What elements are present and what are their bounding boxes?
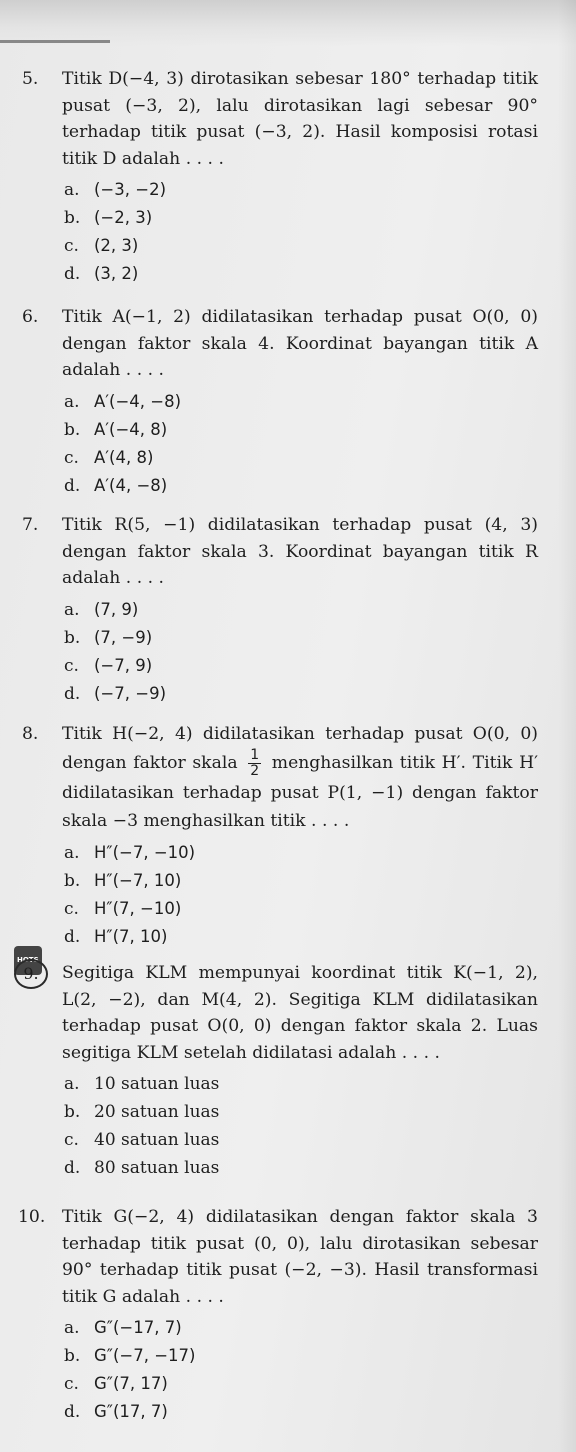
option-letter: b. [64,871,81,891]
option-letter: a. [64,843,80,863]
option-text: (7, 9) [94,599,139,619]
option-text: G″(7, 17) [94,1374,168,1393]
option-text: 40 satuan luas [94,1130,220,1150]
question-5 [0,66,560,288]
question-10 [0,1204,560,1426]
options-list [0,839,560,951]
option-letter: c. [64,1130,79,1150]
question-8 [0,720,560,951]
option-a[interactable] [0,1070,560,1098]
option-text: 20 satuan luas [94,1102,220,1122]
option-text: (7, −9) [94,627,153,647]
option-letter: a. [64,391,80,412]
question-number: 6. [22,307,39,327]
question-stem [0,512,560,592]
option-c[interactable] [0,1370,560,1398]
option-letter: d. [64,475,81,496]
option-letter: a. [64,1318,80,1338]
option-a[interactable] [0,388,560,416]
option-d[interactable] [0,1154,560,1182]
option-text: (−3, −2) [94,180,167,199]
option-text: G″(−17, 7) [94,1318,182,1337]
question-text: Segitiga KLM mempunyai koordinat titik K(−1, 2), L(2, −2), dan M(4, 2). Segitiga KLM didilatasikan terhadap pusat O(0, 0) dengan faktor skala 2. Luas segitiga KLM setelah didilatasi adalah . . . . [62,963,538,1063]
option-b[interactable] [0,1342,560,1370]
option-text: (−7, 9) [94,655,153,675]
option-letter: c. [64,899,79,919]
option-text: (3, 2) [94,264,139,283]
question-text: Titik G(−2, 4) didilatasikan dengan faktor skala 3 terhadap titik pusat (0, 0), lalu dirotasikan sebesar 90° terhadap titik pusat (−2, −3). Hasil transformasi titik G adalah . . . . [62,1207,538,1307]
option-letter: d. [64,1158,81,1178]
question-number: 7. [22,515,39,535]
question-number: 8. [22,724,39,744]
option-text: 10 satuan luas [94,1074,220,1094]
option-letter: b. [64,1102,81,1122]
option-a[interactable] [0,176,560,204]
top-rule [0,40,110,43]
option-letter: d. [64,927,81,947]
question-stem [0,1204,560,1310]
option-a[interactable] [0,1314,560,1342]
question-text-part2: menghasilkan titik H′. Titik H′ didilatasikan terhadap pusat P(1, −1) dengan faktor skala −3 menghasilkan titik . . . . [62,753,538,831]
option-text: G″(17, 7) [94,1402,168,1421]
options-list [0,1314,560,1426]
option-d[interactable] [0,472,560,500]
option-text: A′(4, 8) [94,447,154,467]
fraction-denominator: 2 [250,763,260,779]
option-letter: c. [64,1374,79,1394]
option-text: H″(−7, −10) [94,843,196,862]
option-text: A′(4, −8) [94,475,168,495]
question-number: 5. [22,69,39,89]
option-text: (−2, 3) [94,208,153,227]
option-c[interactable] [0,1126,560,1154]
option-c[interactable] [0,895,560,923]
option-letter: a. [64,599,80,620]
option-letter: a. [64,1074,80,1094]
options-list [0,596,560,708]
options-list [0,388,560,500]
option-text: G″(−7, −17) [94,1346,196,1365]
option-b[interactable] [0,1098,560,1126]
option-d[interactable] [0,923,560,951]
question-text: Titik D(−4, 3) dirotasikan sebesar 180° terhadap titik pusat (−3, 2), lalu dirotasikan lagi sebesar 90° terhadap titik pusat (−3, 2). Hasil komposisi rotasi titik D adalah . . . . [62,69,538,169]
options-list [0,176,560,288]
option-letter: b. [64,1346,81,1366]
option-text: H″(7, 10) [94,927,168,946]
option-c[interactable] [0,232,560,260]
options-list [0,1070,560,1182]
option-letter: c. [64,447,79,468]
question-number-circled: 9. [14,959,48,989]
page-edge-shadow [558,0,576,1452]
option-letter: a. [64,180,80,200]
question-stem [0,956,560,1066]
question-stem [0,304,560,384]
hots-badge: HOTS [14,946,42,975]
question-stem [0,720,560,835]
question-text-part1: Titik H(−2, 4) didilatasikan terhadap pusat O(0, 0) dengan faktor skala [62,724,538,773]
option-d[interactable] [0,680,560,708]
option-a[interactable] [0,839,560,867]
option-b[interactable] [0,204,560,232]
question-7 [0,512,560,708]
option-text: A′(−4, −8) [94,391,182,411]
question-6 [0,304,560,500]
option-letter: d. [64,1402,81,1422]
option-a[interactable] [0,596,560,624]
question-stem [0,66,560,172]
question-9 [0,956,560,1182]
option-c[interactable] [0,444,560,472]
option-text: A′(−4, 8) [94,419,168,439]
option-letter: b. [64,208,81,228]
option-letter: d. [64,264,81,284]
option-letter: d. [64,683,81,704]
option-d[interactable] [0,1398,560,1426]
option-text: H″(7, −10) [94,899,182,918]
option-text: 80 satuan luas [94,1158,220,1178]
fraction-one-half [248,748,261,779]
option-letter: c. [64,655,79,676]
option-text: H″(−7, 10) [94,871,182,890]
option-text: (−7, −9) [94,683,167,703]
question-text: Titik A(−1, 2) didilatasikan terhadap pusat O(0, 0) dengan faktor skala 4. Koordinat bayangan titik A adalah . . . . [62,307,538,380]
option-letter: b. [64,627,81,648]
option-b[interactable] [0,416,560,444]
option-b[interactable] [0,867,560,895]
option-text: (2, 3) [94,236,139,255]
option-b[interactable] [0,624,560,652]
option-c[interactable] [0,652,560,680]
question-number: 10. [18,1207,46,1227]
question-text: Titik R(5, −1) didilatasikan terhadap pusat (4, 3) dengan faktor skala 3. Koordinat bayangan titik R adalah . . . . [62,515,538,588]
fraction-numerator: 1 [250,747,260,763]
option-d[interactable] [0,260,560,288]
option-letter: c. [64,236,79,256]
option-letter: b. [64,419,81,440]
